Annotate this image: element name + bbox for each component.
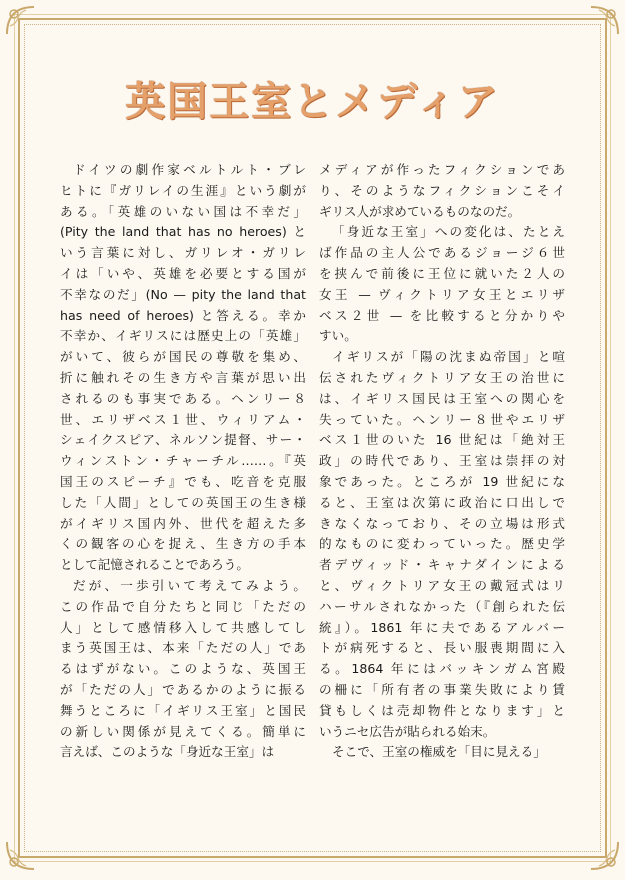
text-line: ば作品の主人公であるジョージ６世: [319, 245, 565, 261]
text-line: まう英国王は、本来「ただの人」であ: [60, 640, 306, 656]
text-line: 的なものに変わっていった。歴史学: [319, 536, 565, 552]
text-line: いう言葉に対し、ガリレオ・ガリレ: [60, 245, 306, 261]
text-line: シェイクスピア、ネルソン提督、サー・: [60, 432, 306, 448]
text-line: がいて、彼らが国民の尊敬を集め、: [60, 349, 306, 365]
text-line: ベス１世のいた 16 世紀は「絶対王: [319, 432, 565, 448]
text-line: 貸もしくは売却物件となります」と: [319, 702, 565, 718]
text-line: 失っていた。ヘンリー８世やエリザ: [319, 411, 565, 427]
text-line: 不幸なのだ」(No — pity the land that: [60, 286, 306, 302]
text-line: has need of heroes) と答える。幸か: [60, 307, 306, 323]
corner-ornament-icon: [4, 4, 38, 38]
text-line: 伝されたヴィクトリア女王の治世に: [319, 369, 565, 385]
article-title: 英国王室とメディア: [125, 78, 500, 125]
text-line: 言えば、このような「身近な王室」は: [60, 744, 275, 760]
text-line: ると、王室は次第に政治に口出しで: [319, 494, 565, 510]
text-line: るはずがない。このような、英国王: [60, 661, 306, 677]
text-line: すい。: [319, 328, 357, 344]
text-line: 国王のスピーチ』でも、吃音を克服: [60, 473, 306, 489]
corner-ornament-icon: [587, 838, 621, 872]
text-line: そこで、王室の権威を「目に見える」: [332, 744, 546, 760]
text-line: だが、一歩引いて考えてみよう。: [73, 577, 306, 593]
text-line: 統』）。1861 年に夫であるアルバー: [319, 619, 565, 635]
text-line: 女王 — ヴィクトリア女王とエリザ: [319, 286, 565, 302]
article-body: [60, 160, 565, 850]
text-line: 不幸か、イギリスには歴史上の「英雄」: [60, 328, 306, 344]
text-line: くの観客の心を捉え、生き方の手本: [60, 536, 306, 552]
text-line: 世、エリザベス１世、ウィリアム・: [60, 411, 306, 427]
text-line: トが病死すると、長い服喪期間に入: [319, 640, 565, 656]
text-line: を挟んで前後に王位に就いた２人の: [319, 265, 565, 281]
text-line: り、そのようなフィクションこそイ: [319, 182, 565, 198]
text-line: ヒトに『ガリレイの生涯』という劇が: [60, 182, 306, 198]
text-line: 舞うところに「イギリス王室」と国民: [60, 702, 306, 718]
text-line: が「ただの人」であるかのように振る: [60, 681, 306, 697]
text-line: の柵に「所有者の事業失敗により賃: [319, 681, 565, 697]
corner-ornament-icon: [587, 4, 621, 38]
text-line: ウィンストン・チャーチル……。『英: [60, 453, 306, 469]
text-line: ドイツの劇作家ベルトルト・ブレ: [73, 162, 306, 177]
text-line: と、ヴィクトリア女王の戴冠式はリ: [319, 577, 565, 593]
text-line: イギリスが「陽の沈まぬ帝国」と喧: [332, 349, 565, 365]
text-line: の新しい関係が見えてくる。簡単に: [60, 723, 306, 739]
text-line: 折に触れその生き方や言葉が思い出: [60, 369, 306, 385]
text-line: きなくなっており、その立場は形式: [319, 515, 565, 531]
text-line: されるのも事実である。ヘンリー８: [60, 390, 306, 406]
text-line: る。1864 年にはバッキンガム宮殿: [319, 661, 565, 677]
left-column: [60, 160, 306, 763]
corner-ornament-icon: [4, 838, 38, 872]
text-line: ベス２世 — を比較すると分かりや: [319, 307, 565, 323]
text-line: ハーサルされなかった（『創られた伝: [319, 598, 565, 614]
text-line: は、イギリス国民は王室への関心を: [319, 390, 565, 406]
text-line: ある。「英雄のいない国は不幸だ」: [60, 203, 306, 219]
text-line: いうニセ広告が貼られる始末。: [319, 723, 496, 739]
text-line: イは「いや、英雄を必要とする国が: [60, 265, 306, 281]
text-line: 政」の時代であり、王室は崇拝の対: [319, 453, 565, 469]
text-line: 者デヴィッド・キャナダインによる: [319, 557, 565, 573]
text-line: (Pity the land that has no heroes) と: [60, 224, 306, 240]
text-line: ギリス人が求めているものなのだ。: [319, 203, 521, 219]
text-line: 人」として感情移入して共感してし: [60, 619, 306, 635]
text-line: この作品で自分たちと同じ「ただの: [60, 598, 306, 614]
text-line: として記憶されることであろう。: [60, 557, 249, 573]
text-line: した「人間」としての英国王の生き様: [60, 494, 306, 510]
text-line: メディアが作ったフィクションであ: [319, 162, 565, 177]
text-line: 「身近な王室」への変化は、たとえ: [332, 224, 565, 240]
right-column: [319, 160, 565, 763]
text-line: がイギリス国内外、世代を超えた多: [60, 515, 306, 531]
text-line: 象であった。ところが 19 世紀にな: [319, 473, 565, 489]
